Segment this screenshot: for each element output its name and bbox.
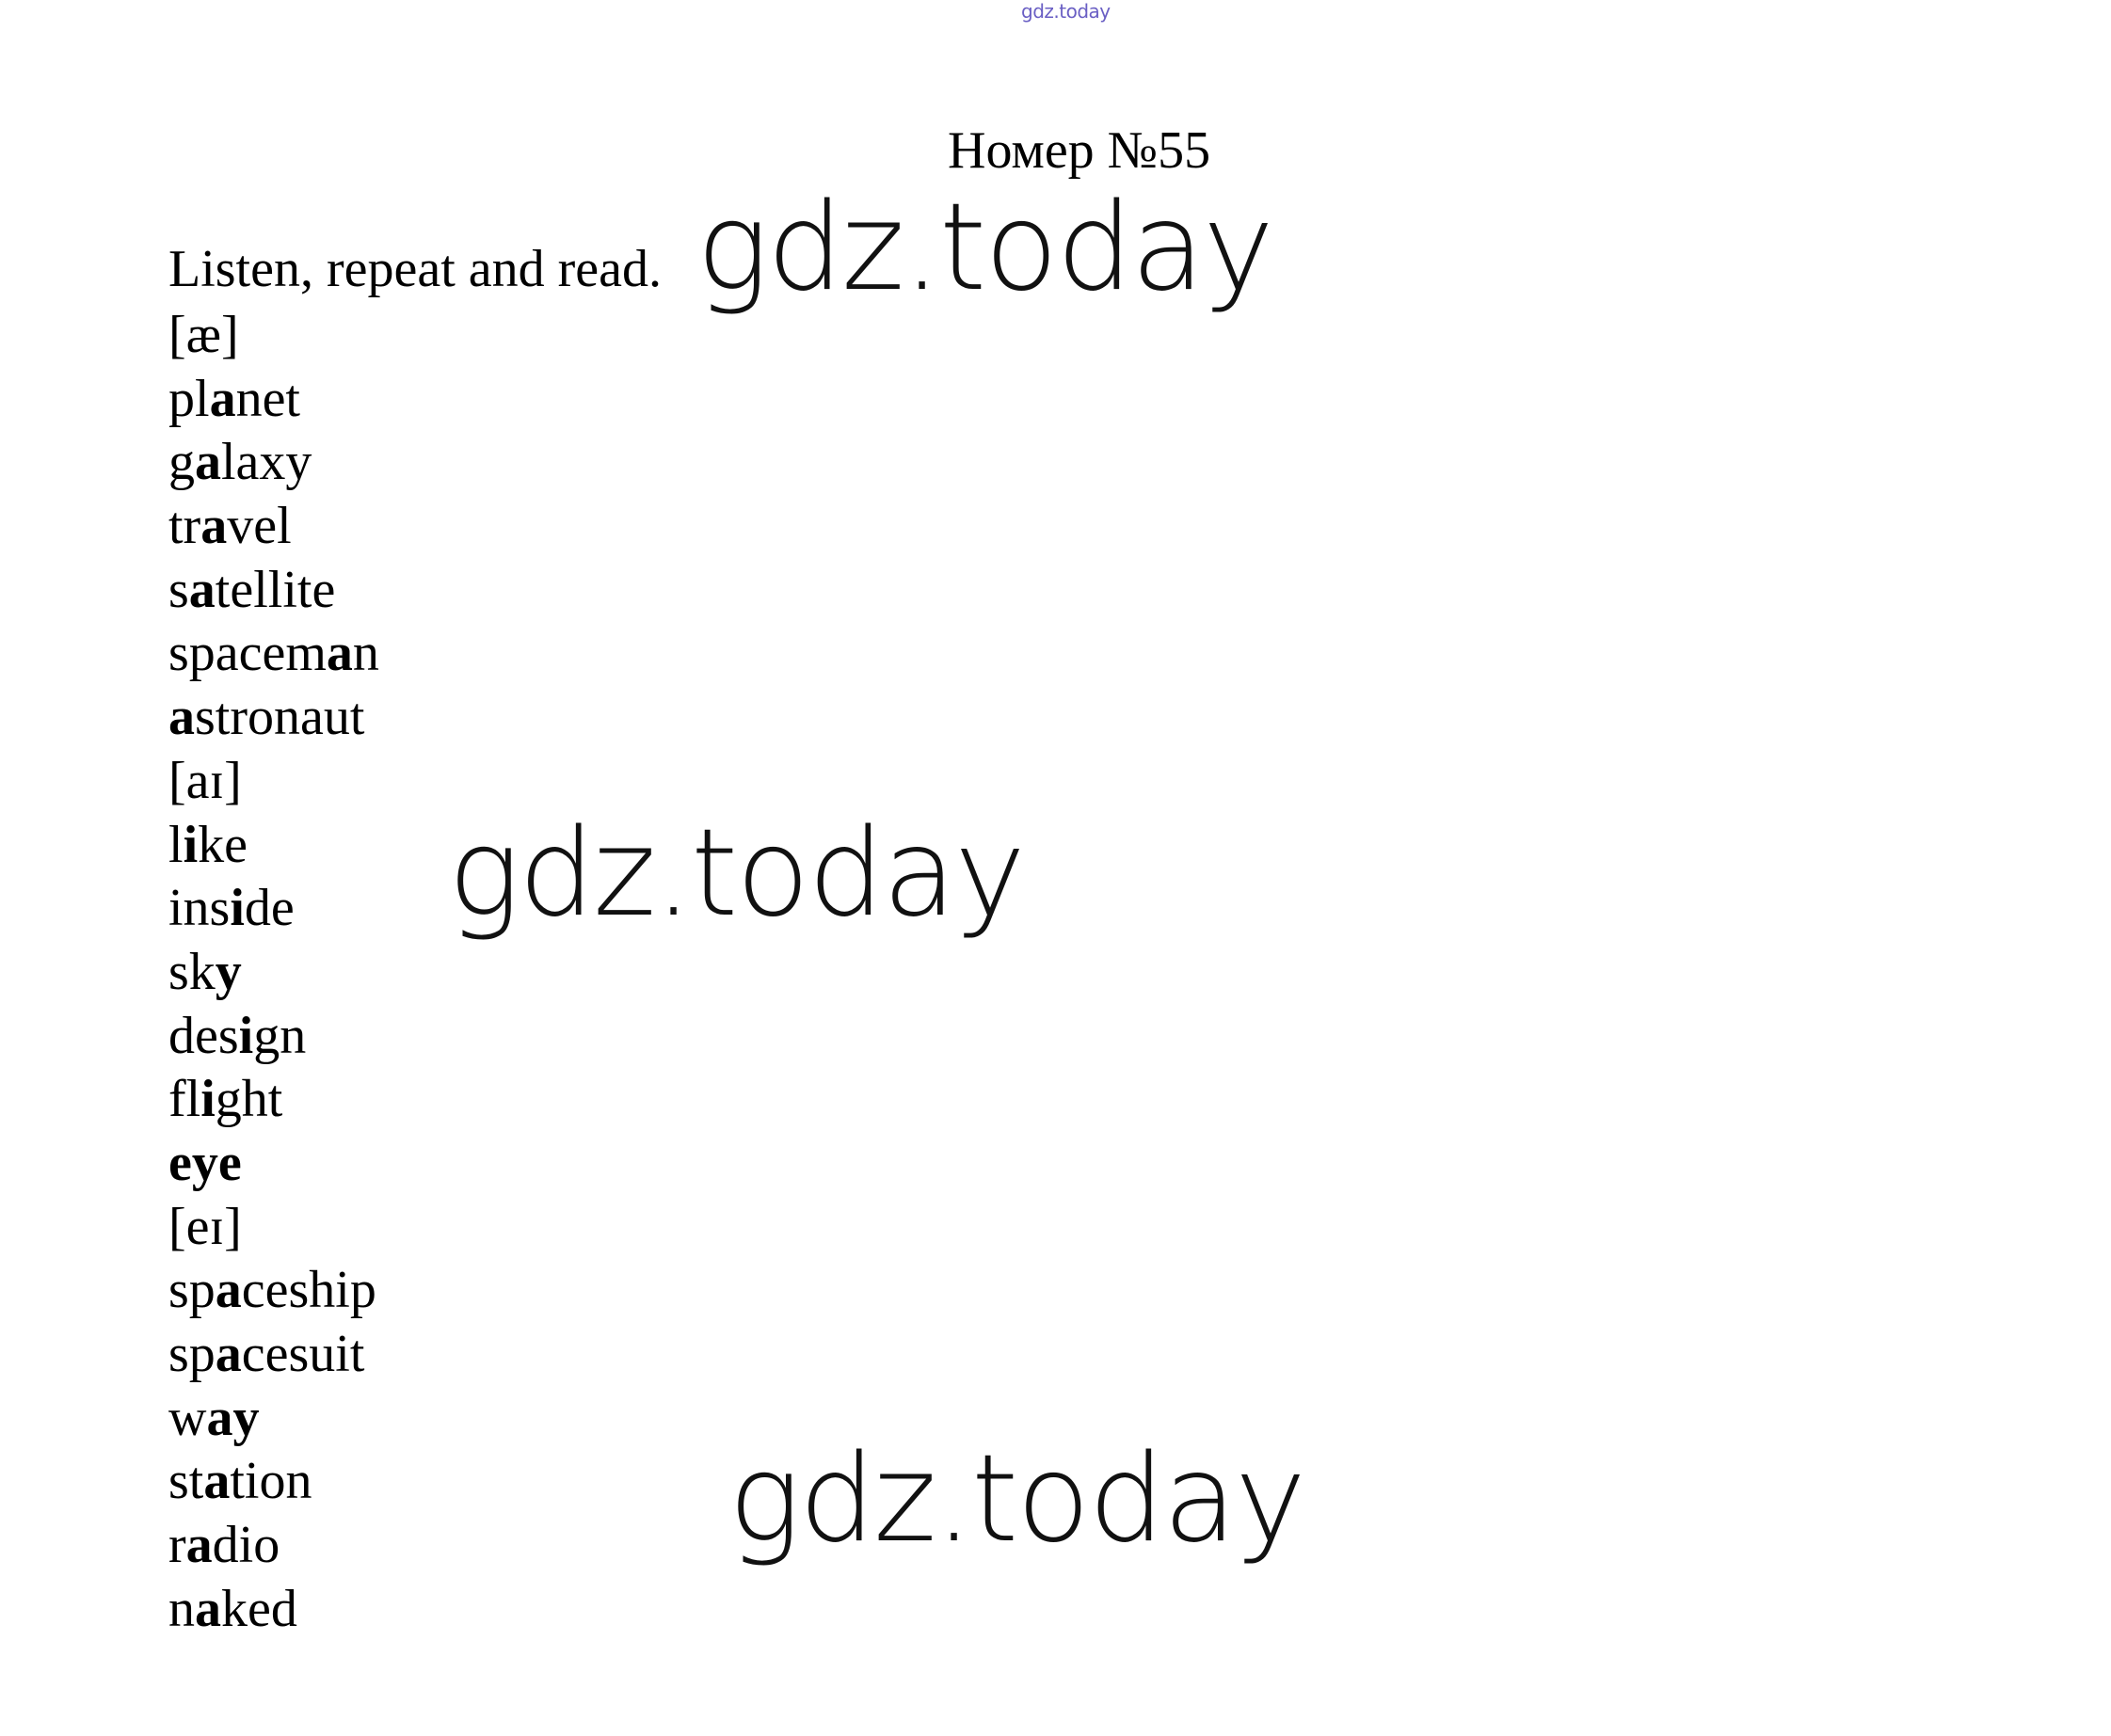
word-item: spacesuit: [168, 1325, 365, 1383]
word-item: planet: [168, 369, 300, 428]
word-item: way: [168, 1388, 260, 1447]
page-title: Номер №55: [948, 121, 1211, 180]
watermark: gdz.today: [448, 804, 1024, 944]
word-item: spaceman: [168, 624, 379, 683]
word-item: satellite: [168, 560, 336, 619]
watermark: gdz.today: [728, 1429, 1304, 1569]
word-item: flight: [168, 1070, 283, 1129]
word-item: station: [168, 1452, 312, 1511]
word-item: like: [168, 815, 248, 874]
word-item: astronaut: [168, 688, 365, 747]
word-item: [æ]: [168, 306, 239, 364]
word-item: radio: [168, 1516, 280, 1575]
word-item: galaxy: [168, 433, 312, 492]
watermark: gdz.today: [696, 178, 1272, 318]
word-item: inside: [168, 879, 295, 938]
word-item: naked: [168, 1579, 297, 1638]
word-item: spaceship: [168, 1261, 376, 1320]
word-item: sky: [168, 942, 242, 1001]
word-item: travel: [168, 497, 292, 556]
word-item: design: [168, 1006, 307, 1065]
word-item: [eɪ]: [168, 1197, 242, 1256]
word-item: [aɪ]: [168, 751, 242, 810]
word-list: [168, 306, 379, 1646]
word-item: eye: [168, 1133, 242, 1192]
instruction-text: Listen, repeat and read.: [168, 240, 662, 298]
top-watermark: gdz.today: [1021, 0, 1111, 23]
